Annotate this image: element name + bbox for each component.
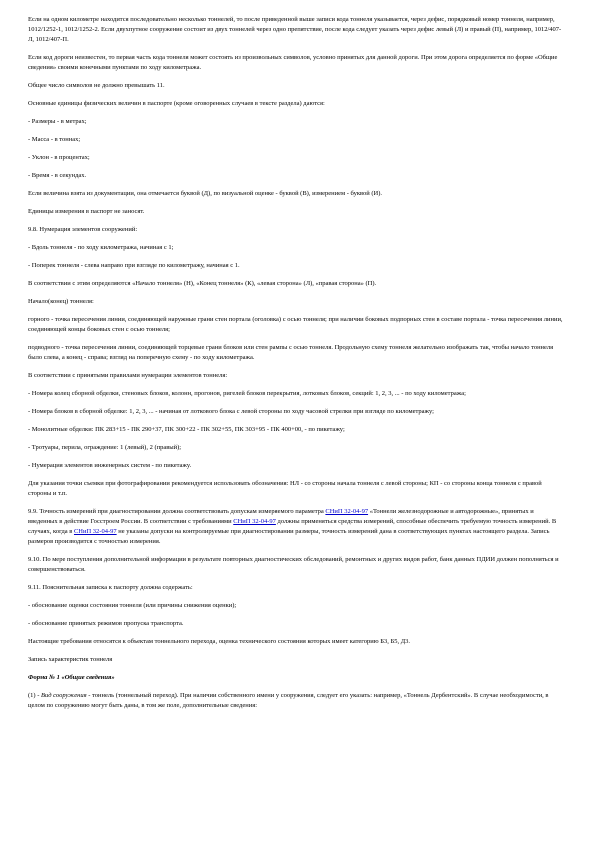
para-justify-assessment: - обоснование оценки состояния тоннеля (или причины снижения оценки); (28, 602, 237, 609)
para-unit-size: - Размеры - в метрах; (28, 118, 87, 125)
para-last-text: - тоннель (тоннельный переход). При наличии собственного имени у сооружения, следует его указать: например, «Тоннель Дербентский». В случае необходимости, в целом по сооружению могут быть даны, в том же поле, дополнительные сведения: (28, 692, 549, 709)
para-rule-sidewalks: - Тротуары, перила, ограждение: 1 (левый), 2 (правый); (28, 444, 182, 451)
form-title: Форма № 1 «Общие сведения» (28, 674, 115, 681)
para-rule-systems: - Нумерация элементов инженерных систем - по пикетажу. (28, 462, 192, 469)
snip-link-3[interactable]: СНиП 32-04-97 (73, 528, 117, 535)
para-rule-blocks: - Номера блоков в сборной обделке: 1, 2, 3, ... - начиная от лоткового блока с левой стороны по ходу часовой стрелки при взгляде по километражу; (28, 408, 434, 415)
para-section-9-8: 9.8. Нумерация элементов сооружений: (28, 226, 138, 233)
para-units-intro: Основные единицы физических величин в паспорте (кроме оговоренных случаев в тексте раздела) даются: (28, 100, 325, 107)
para-accepted-rules: В соответствии с принятыми правилами нумерации элементов тоннеля: (28, 372, 228, 379)
para-along-tunnel: - Вдоль тоннеля - по ходу километража, начиная с 1; (28, 244, 174, 251)
para-last-italic: Вид сооружения (41, 692, 87, 699)
para-tunnel-chain-code: Если на одном километре находится последовательно несколько тоннелей, то после приведенной выше записи кода тоннеля указывается, через дефис, порядковый номер тоннеля, например, 1012/1252-1, 1012/1252-2. Если двухпутное сооружение состоит из двух тоннелей через одно препятствие, после кода следует указать через дефис левый (Л) и правый (П), например, 1012/407-Л, 1012/407-П. (28, 16, 562, 43)
para-unit-mass: - Масса - в тоннах; (28, 136, 81, 143)
snip-link-2[interactable]: СНиП 32-04-97 (233, 518, 276, 525)
snip-link-1[interactable]: СНиП 32-04-97 (325, 508, 369, 515)
para-last-prefix: (1) - (28, 692, 41, 699)
para-rule-lining: - Номера колец сборной обделки, стеновых блоков, колонн, прогонов, ригелей блоков перекрытия, лотковых блоков, секций: 1, 2, 3, ... - по ходу километража; (28, 390, 466, 397)
para-road-code: Если код дороги неизвестен, то первая часть кода тоннеля может состоять из произвольных символов, условно принятых для данной дороги. При этом дорога определяется по форме «Общие сведения» своими конечными пунктами по ходу километража. (28, 54, 558, 71)
para-mountain: горного - точка пересечения линии, соединяющей наружные грани стен портала (оголовка) с осью тоннеля; при наличии боковых подпорных стен в составе портала - точка пересечения линии, соединяющей концы боковых стен с осью тоннеля; (28, 316, 563, 333)
para-requirements-scope: Настоящие требования относятся к объектам тоннельного перехода, оценка технического состояния которых имеет категорию Б3, Б5, Д3. (28, 638, 411, 645)
para-9-9-text-4: не указаны допуски на контролируемые при диагностировании размеры, точность измерений дана в соответствующих пунктах настоящего раздела. Запись размеров производится с точностью измерения. (28, 528, 550, 545)
para-9-9-text-3: должны применяться средства измерений, способные обеспечить требуемую точность измерений. В случаях, когда в (28, 518, 557, 535)
para-9-9-text-2: «Тоннели железнодорожные и автодорожные», принятых и введенных в действие Госстроем России. В соответствии с требованиями (28, 508, 534, 525)
para-section-9-10: 9.10. По мере поступления дополнительной информации в результате повторных диагностических обследований, ремонтных и других видов работ, банк данных ПДИИ должен пополняться и совершенствоваться. (28, 556, 559, 573)
para-start-end: Начало(конец) тоннеля: (28, 298, 94, 305)
para-structure-type (28, 691, 565, 711)
para-underwater: подводного - точка пересечения линии, соединяющей торцевые грани блоков или стен рампы с осью тоннеля. Продольную схему тоннеля желательно изображать так, чтобы начало тоннеля было слева, а конец - справа; взгляд на поперечную схему - по ходу километража. (28, 344, 554, 361)
para-photo-notation: Для указания точки съемки при фотографировании рекомендуется использовать обозначения: НЛ - со стороны начала тоннеля с левой стороны; КП - со стороны конца тоннеля с правой стороны и т.п. (28, 480, 542, 497)
para-value-source: Если величина взята из документации, она отмечается буквой (Д), по визуальной оценке - буквой (В), измерением - буквой (И). (28, 190, 383, 197)
para-9-9-text-1: 9.9. Точность измерений при диагностировании должна соответствовать допускам измеряемого параметра (28, 508, 326, 515)
para-units-stated: Единицы измерения в паспорт не заносят. (28, 208, 145, 215)
para-terms-defined: В соответствии с этим определяются «Начало тоннеля» (Н), «Конец тоннеля» (К), «левая сторона» (Л), «правая сторона» (П). (28, 280, 377, 287)
para-unit-slope: - Уклон - в процентах; (28, 154, 90, 161)
para-symbol-count: Общее число символов не должно превышать 11. (28, 82, 165, 89)
para-section-9-9 (28, 507, 565, 547)
para-rule-monolithic: - Монолитные обделки: ПК 283+15 - ПК 290+37, ПК 300+22 - ПК 302+55, ПК 303+95 - ПК 400+00, - по пикетажу; (28, 426, 345, 433)
para-tunnel-record: Запись характеристик тоннеля (28, 656, 113, 663)
para-across-tunnel: - Поперек тоннеля - слева направо при взгляде по километражу, начиная с 1. (28, 262, 240, 269)
para-unit-time: - Время - в секундах. (28, 172, 87, 179)
para-justify-modes: - обоснование принятых режимов пропуска транспорта. (28, 620, 184, 627)
para-section-9-11: 9.11. Пояснительная записка к паспорту должна содержать: (28, 584, 193, 591)
